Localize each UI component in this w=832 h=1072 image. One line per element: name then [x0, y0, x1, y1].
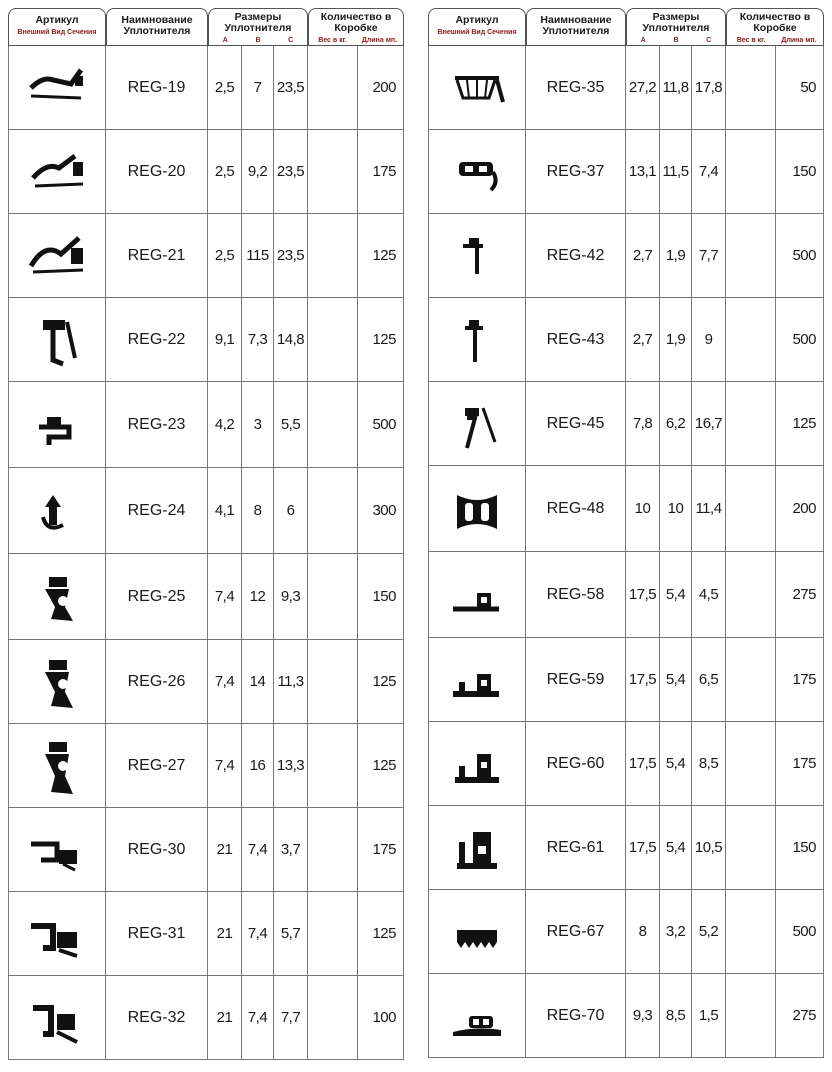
reg-45-profile-icon [443, 394, 511, 454]
table-row [8, 130, 404, 214]
header-article-title: Артикул [35, 14, 79, 26]
size-c-value: 23,5 [274, 130, 308, 214]
reg-30-profile-icon [23, 820, 91, 880]
size-a-value: 21 [208, 808, 242, 892]
size-c-value: 23,5 [274, 46, 308, 130]
size-a-value: 2,5 [208, 46, 242, 130]
right-table-header [428, 8, 824, 46]
size-c-value: 6 [274, 468, 308, 554]
size-b-value: 1,9 [660, 298, 692, 382]
weight-value [308, 214, 358, 298]
product-name: REG-31 [106, 892, 208, 976]
length-value: 500 [776, 890, 824, 974]
size-a-value: 27,2 [626, 46, 660, 130]
size-b-value: 8,5 [660, 974, 692, 1058]
profile-cell [428, 638, 526, 722]
size-b-value: 11,8 [660, 46, 692, 130]
size-a-value: 17,5 [626, 806, 660, 890]
size-a-value: 2,5 [208, 214, 242, 298]
size-a-value: 7,4 [208, 554, 242, 640]
size-b-value: 7,4 [242, 892, 274, 976]
product-name: REG-30 [106, 808, 208, 892]
table-row [8, 554, 404, 640]
header-weight: Вес в кг. [736, 37, 766, 44]
length-value: 125 [358, 214, 404, 298]
size-b-value: 7,4 [242, 808, 274, 892]
product-name: REG-43 [526, 298, 626, 382]
header-article [8, 8, 106, 46]
table-row [8, 298, 404, 382]
profile-cell [8, 640, 106, 724]
reg-20-profile-icon [23, 142, 91, 202]
size-b-value: 7,4 [242, 976, 274, 1060]
table-row [428, 214, 824, 298]
profile-cell [8, 892, 106, 976]
profile-cell [428, 298, 526, 382]
reg-23-profile-icon [23, 395, 91, 455]
size-b-value: 5,4 [660, 552, 692, 638]
reg-19-profile-icon [23, 58, 91, 118]
header-name [106, 8, 208, 46]
weight-value [726, 382, 776, 466]
size-a-value: 4,2 [208, 382, 242, 468]
table-row [8, 724, 404, 808]
header-article-sub: Внешний Вид Сечения [437, 29, 517, 36]
profile-cell [8, 976, 106, 1060]
weight-value [726, 46, 776, 130]
size-a-value: 7,4 [208, 640, 242, 724]
weight-value [726, 806, 776, 890]
length-value: 275 [776, 974, 824, 1058]
size-c-value: 13,3 [274, 724, 308, 808]
product-name: REG-48 [526, 466, 626, 552]
profile-cell [428, 722, 526, 806]
weight-value [308, 298, 358, 382]
length-value: 175 [776, 722, 824, 806]
product-name: REG-37 [526, 130, 626, 214]
size-b-value: 7,3 [242, 298, 274, 382]
table-row [8, 382, 404, 468]
weight-value [308, 382, 358, 468]
product-name: REG-22 [106, 298, 208, 382]
product-name: REG-61 [526, 806, 626, 890]
profile-cell [8, 382, 106, 468]
table-row [8, 468, 404, 554]
size-b-value: 6,2 [660, 382, 692, 466]
profile-cell [8, 554, 106, 640]
header-size-b: B [255, 37, 261, 44]
weight-value [308, 640, 358, 724]
product-name: REG-20 [106, 130, 208, 214]
size-c-value: 5,5 [274, 382, 308, 468]
length-value: 150 [776, 806, 824, 890]
table-row [428, 722, 824, 806]
reg-43-profile-icon [443, 310, 511, 370]
size-c-value: 5,7 [274, 892, 308, 976]
profile-cell [8, 808, 106, 892]
size-c-value: 9,3 [274, 554, 308, 640]
size-c-value: 11,3 [274, 640, 308, 724]
header-article-sub: Внешний Вид Сечения [17, 29, 97, 36]
size-c-value: 7,7 [274, 976, 308, 1060]
header-size-b: B [673, 37, 679, 44]
table-row [428, 552, 824, 638]
size-a-value: 21 [208, 976, 242, 1060]
weight-value [726, 466, 776, 552]
weight-value [308, 130, 358, 214]
size-a-value: 17,5 [626, 638, 660, 722]
product-name: REG-19 [106, 46, 208, 130]
size-a-value: 2,7 [626, 214, 660, 298]
weight-value [726, 638, 776, 722]
table-row [428, 382, 824, 466]
header-quantity [726, 8, 824, 46]
product-name: REG-26 [106, 640, 208, 724]
size-b-value: 16 [242, 724, 274, 808]
profile-cell [8, 214, 106, 298]
reg-32-profile-icon [23, 988, 91, 1048]
length-value: 275 [776, 552, 824, 638]
header-weight: Вес в кг. [318, 37, 347, 44]
size-a-value: 17,5 [626, 552, 660, 638]
size-a-value: 2,7 [626, 298, 660, 382]
reg-59-profile-icon [443, 650, 511, 710]
reg-70-profile-icon [443, 986, 511, 1046]
size-a-value: 21 [208, 892, 242, 976]
length-value: 125 [358, 724, 404, 808]
header-quantity-title: Количество в Коробке [739, 11, 811, 34]
reg-67-profile-icon [443, 902, 511, 962]
table-row [8, 46, 404, 130]
header-article-title: Артикул [455, 14, 499, 26]
size-a-value: 2,5 [208, 130, 242, 214]
length-value: 175 [358, 808, 404, 892]
header-name-title: Наимнование Уплотнителя [540, 14, 612, 37]
profile-cell [428, 974, 526, 1058]
length-value: 200 [358, 46, 404, 130]
size-b-value: 5,4 [660, 722, 692, 806]
reg-42-profile-icon [443, 226, 511, 286]
size-a-value: 10 [626, 466, 660, 552]
size-a-value: 7,4 [208, 724, 242, 808]
weight-value [726, 552, 776, 638]
table-row [428, 806, 824, 890]
weight-value [308, 468, 358, 554]
size-b-value: 14 [242, 640, 274, 724]
size-c-value: 14,8 [274, 298, 308, 382]
header-quantity [308, 8, 404, 46]
table-row [428, 130, 824, 214]
header-length: Длина мп. [781, 37, 817, 44]
length-value: 125 [776, 382, 824, 466]
header-name [526, 8, 626, 46]
product-name: REG-67 [526, 890, 626, 974]
weight-value [726, 974, 776, 1058]
header-article [428, 8, 526, 46]
profile-cell [8, 130, 106, 214]
size-c-value: 23,5 [274, 214, 308, 298]
weight-value [308, 892, 358, 976]
length-value: 125 [358, 892, 404, 976]
size-c-value: 1,5 [692, 974, 726, 1058]
size-b-value: 7 [242, 46, 274, 130]
reg-24-profile-icon [23, 481, 91, 541]
length-value: 175 [358, 130, 404, 214]
product-name: REG-27 [106, 724, 208, 808]
size-a-value: 9,3 [626, 974, 660, 1058]
product-name: REG-35 [526, 46, 626, 130]
size-b-value: 5,4 [660, 806, 692, 890]
weight-value [308, 554, 358, 640]
size-b-value: 3 [242, 382, 274, 468]
profile-cell [428, 466, 526, 552]
reg-25-profile-icon [23, 567, 91, 627]
header-size-a: A [640, 37, 646, 44]
header-sizes [208, 8, 308, 46]
reg-60-profile-icon [443, 734, 511, 794]
size-c-value: 6,5 [692, 638, 726, 722]
size-c-value: 10,5 [692, 806, 726, 890]
length-value: 150 [358, 554, 404, 640]
size-b-value: 11,5 [660, 130, 692, 214]
size-b-value: 3,2 [660, 890, 692, 974]
table-row [8, 640, 404, 724]
length-value: 500 [776, 298, 824, 382]
profile-cell [428, 382, 526, 466]
table-row [428, 466, 824, 552]
header-quantity-title: Количество в Коробке [320, 11, 392, 34]
profile-cell [428, 46, 526, 130]
product-name: REG-59 [526, 638, 626, 722]
length-value: 125 [358, 298, 404, 382]
length-value: 125 [358, 640, 404, 724]
product-name: REG-21 [106, 214, 208, 298]
profile-cell [428, 890, 526, 974]
weight-value [308, 976, 358, 1060]
product-name: REG-60 [526, 722, 626, 806]
header-size-c: C [288, 37, 294, 44]
left-table-header [8, 8, 404, 46]
weight-value [308, 808, 358, 892]
length-value: 50 [776, 46, 824, 130]
size-c-value: 4,5 [692, 552, 726, 638]
table-row [428, 974, 824, 1058]
length-value: 500 [776, 214, 824, 298]
table-row [8, 214, 404, 298]
length-value: 175 [776, 638, 824, 722]
size-c-value: 3,7 [274, 808, 308, 892]
product-name: REG-45 [526, 382, 626, 466]
reg-21-profile-icon [23, 226, 91, 286]
size-b-value: 115 [242, 214, 274, 298]
reg-27-profile-icon [23, 736, 91, 796]
table-row [8, 976, 404, 1060]
length-value: 500 [358, 382, 404, 468]
size-c-value: 7,7 [692, 214, 726, 298]
header-size-a: A [222, 37, 228, 44]
size-b-value: 1,9 [660, 214, 692, 298]
profile-cell [8, 468, 106, 554]
size-b-value: 10 [660, 466, 692, 552]
size-a-value: 4,1 [208, 468, 242, 554]
table-row [428, 638, 824, 722]
size-c-value: 9 [692, 298, 726, 382]
size-c-value: 11,4 [692, 466, 726, 552]
profile-cell [8, 298, 106, 382]
weight-value [308, 46, 358, 130]
size-c-value: 16,7 [692, 382, 726, 466]
weight-value [308, 724, 358, 808]
product-name: REG-25 [106, 554, 208, 640]
size-c-value: 17,8 [692, 46, 726, 130]
table-row [428, 46, 824, 130]
product-name: REG-32 [106, 976, 208, 1060]
weight-value [726, 214, 776, 298]
profile-cell [8, 46, 106, 130]
size-c-value: 5,2 [692, 890, 726, 974]
header-name-title: Наимнование Уплотнителя [121, 14, 193, 37]
reg-61-profile-icon [443, 818, 511, 878]
weight-value [726, 722, 776, 806]
size-a-value: 8 [626, 890, 660, 974]
length-value: 200 [776, 466, 824, 552]
reg-48-profile-icon [443, 479, 511, 539]
size-b-value: 9,2 [242, 130, 274, 214]
size-b-value: 5,4 [660, 638, 692, 722]
header-sizes [626, 8, 726, 46]
header-sizes-title: Размеры Уплотнителя [642, 11, 710, 34]
profile-cell [428, 130, 526, 214]
product-name: REG-24 [106, 468, 208, 554]
weight-value [726, 298, 776, 382]
profile-cell [8, 724, 106, 808]
reg-58-profile-icon [443, 565, 511, 625]
reg-37-profile-icon [443, 142, 511, 202]
profile-cell [428, 806, 526, 890]
weight-value [726, 890, 776, 974]
length-value: 100 [358, 976, 404, 1060]
header-sizes-title: Размеры Уплотнителя [224, 11, 292, 34]
table-row [428, 298, 824, 382]
reg-35-profile-icon [443, 58, 511, 118]
header-length: Длина мп. [361, 37, 398, 44]
product-name: REG-42 [526, 214, 626, 298]
product-name: REG-58 [526, 552, 626, 638]
size-c-value: 7,4 [692, 130, 726, 214]
weight-value [726, 130, 776, 214]
size-a-value: 17,5 [626, 722, 660, 806]
length-value: 150 [776, 130, 824, 214]
length-value: 300 [358, 468, 404, 554]
product-name: REG-23 [106, 382, 208, 468]
size-b-value: 8 [242, 468, 274, 554]
product-name: REG-70 [526, 974, 626, 1058]
size-c-value: 8,5 [692, 722, 726, 806]
reg-31-profile-icon [23, 904, 91, 964]
size-b-value: 12 [242, 554, 274, 640]
reg-22-profile-icon [23, 310, 91, 370]
profile-cell [428, 214, 526, 298]
table-row [8, 808, 404, 892]
size-a-value: 13,1 [626, 130, 660, 214]
profile-cell [428, 552, 526, 638]
size-a-value: 7,8 [626, 382, 660, 466]
header-size-c: C [706, 37, 712, 44]
size-a-value: 9,1 [208, 298, 242, 382]
reg-26-profile-icon [23, 652, 91, 712]
table-row [8, 892, 404, 976]
table-row [428, 890, 824, 974]
